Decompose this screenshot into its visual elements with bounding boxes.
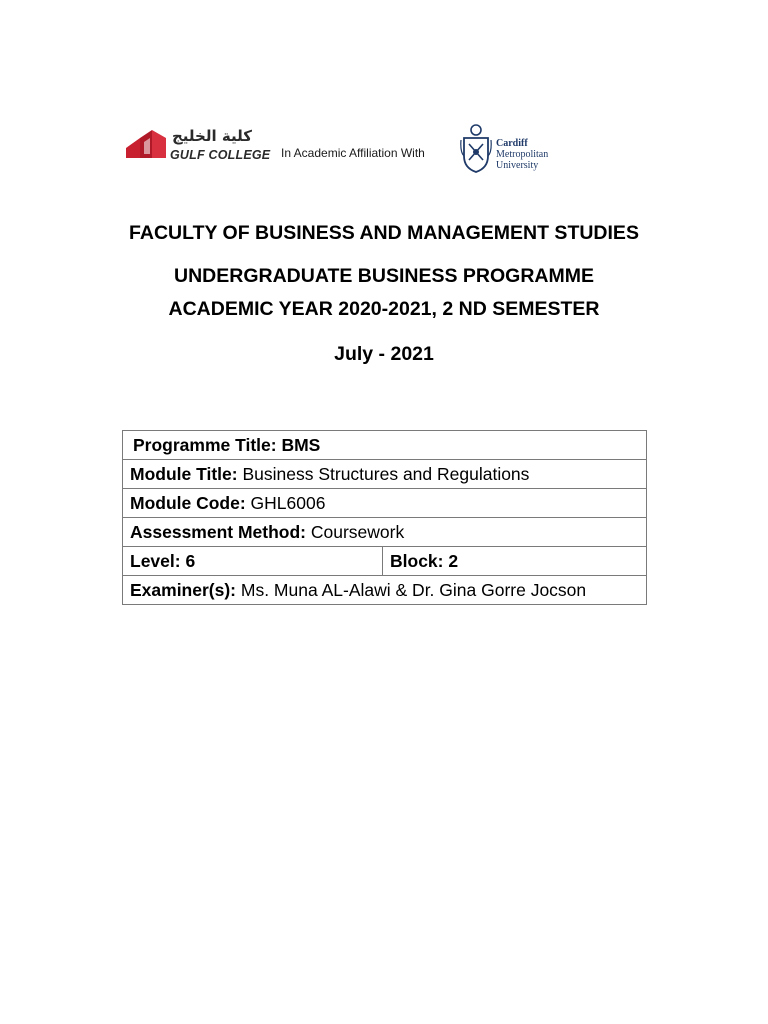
cardiff-name-line-3: University xyxy=(496,160,539,171)
table-row xyxy=(123,518,647,547)
table-row xyxy=(123,460,647,489)
cardiff-met-name xyxy=(496,138,548,171)
gulf-college-emblem-icon xyxy=(126,128,168,164)
examiner-label: Examiner(s): xyxy=(130,580,237,600)
table-row xyxy=(123,431,647,460)
academic-year-heading: ACADEMIC YEAR 2020-2021, 2 ND SEMESTER xyxy=(168,298,600,320)
assessment-method-value: Coursework xyxy=(306,522,405,542)
module-title-cell xyxy=(123,460,647,489)
gulf-college-arabic-name: كلية الخليج xyxy=(172,127,252,145)
cardiff-name-line-2: Metropolitan xyxy=(496,149,549,160)
table-row xyxy=(123,547,647,576)
cardiff-met-logo xyxy=(458,122,568,176)
table-row xyxy=(123,576,647,605)
module-title-label: Module Title: xyxy=(130,464,238,484)
faculty-heading: FACULTY OF BUSINESS AND MANAGEMENT STUDIES xyxy=(129,222,639,244)
programme-heading: UNDERGRADUATE BUSINESS PROGRAMME xyxy=(174,265,594,287)
examiner-value: Ms. Muna AL-Alawi & Dr. Gina Gorre Jocson xyxy=(236,580,587,600)
module-code-label: Module Code: xyxy=(130,493,246,513)
header-logos xyxy=(126,120,566,182)
date-heading: July - 2021 xyxy=(334,343,434,365)
cardiff-crest-icon xyxy=(460,122,492,174)
cardiff-name-line-1: Cardiff xyxy=(496,138,528,149)
level-cell: Level: 6 xyxy=(123,547,383,576)
module-code-value: GHL6006 xyxy=(245,493,326,513)
block-cell: Block: 2 xyxy=(383,547,647,576)
module-info-table xyxy=(122,430,647,605)
module-code-cell xyxy=(123,489,647,518)
programme-title-cell: Programme Title: BMS xyxy=(123,431,647,460)
module-title-value: Business Structures and Regulations xyxy=(237,464,530,484)
affiliation-text: In Academic Affiliation With xyxy=(281,146,425,160)
assessment-method-label: Assessment Method: xyxy=(130,522,307,542)
gulf-college-logo xyxy=(126,127,271,168)
assessment-method-cell xyxy=(123,518,647,547)
examiner-cell xyxy=(123,576,647,605)
gulf-college-english-name: GULF COLLEGE xyxy=(170,148,271,162)
table-row xyxy=(123,489,647,518)
